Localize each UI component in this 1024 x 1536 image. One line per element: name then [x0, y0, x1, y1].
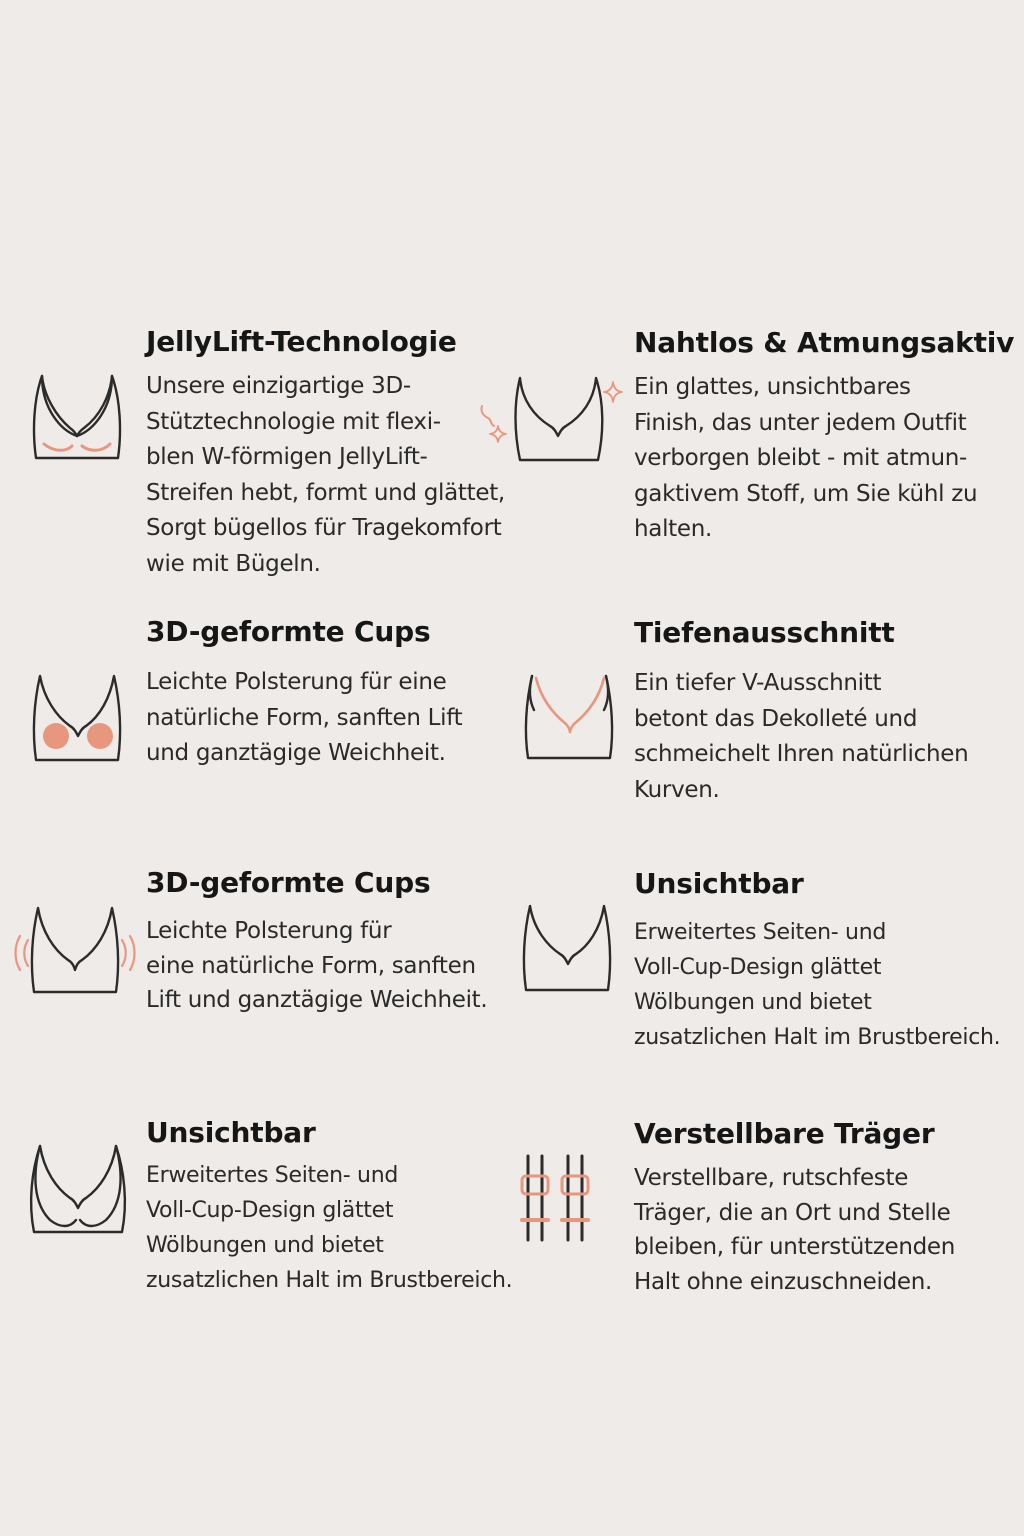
- feature-unsichtbar-2: [146, 1116, 526, 1298]
- feature-description: Erweitertes Seiten- und Voll-Cup-Design glättet Wölbungen und bietet zusatzlichen Halt im Brustbereich.: [146, 1163, 513, 1293]
- feature-description: Verstellbare, rutschfeste Träger, die an Ort und Stelle bleiben, für unterstützenden Halt ohne einzuschneiden.: [634, 1165, 956, 1295]
- feature-title: Unsichtbar: [146, 1116, 316, 1149]
- bra-sparkle-icon: [512, 370, 632, 470]
- bra-vneck-icon: [522, 672, 618, 766]
- feature-cups-1: [146, 615, 546, 772]
- feature-cups-2: [146, 866, 526, 1018]
- feature-title: 3D-geformte Cups: [146, 615, 431, 648]
- feature-title: JellyLift-Technologie: [146, 325, 457, 358]
- feature-traeger: [634, 1117, 1019, 1299]
- bra-outline-icon: [520, 902, 616, 996]
- feature-tiefenausschnitt: [634, 616, 1019, 808]
- feature-description: Ein tiefer V-Ausschnitt betont das Dekolleté und schmeichelt Ihren natürlichen Kurven.: [634, 670, 969, 803]
- strap-adjuster-icon: [518, 1154, 598, 1244]
- feature-description: Ein glattes, unsichtbares Finish, das unter jedem Outfit verborgen bleibt - mit atmun- gaktivem Stoff, um Sie kühl zu halten.: [634, 374, 978, 542]
- feature-description: Leichte Polsterung für eine natürliche Form, sanften Lift und ganztägige Weichheit.: [146, 918, 488, 1013]
- feature-title: Nahtlos & Atmungsaktiv: [634, 326, 1015, 359]
- feature-nahtlos: [634, 326, 1019, 548]
- bra-fullcup-icon: [26, 1142, 130, 1238]
- feature-title: Unsichtbar: [634, 867, 804, 900]
- sparkle-icon: [478, 404, 508, 448]
- feature-description: Unsere einzigartige 3D- Stütztechnologie mit flexi- blen W-förmigen JellyLift- Streifen hebt, formt und glättet, Sorgt bügellos für Tragekomfort wie mit Bügeln.: [146, 373, 505, 577]
- feature-unsichtbar-1: [634, 867, 1019, 1055]
- feature-jellylift: [146, 325, 566, 582]
- feature-description: Leichte Polsterung für eine natürliche Form, sanften Lift und ganztägige Weichheit.: [146, 669, 463, 766]
- feature-description: Erweitertes Seiten- und Voll-Cup-Design glättet Wölbungen und bietet zusatzlichen Halt im Brustbereich.: [634, 920, 1001, 1050]
- feature-title: Verstellbare Träger: [634, 1117, 935, 1150]
- feature-title: 3D-geformte Cups: [146, 866, 431, 899]
- bra-soft-icon: [8, 904, 142, 998]
- feature-title: Tiefenausschnitt: [634, 616, 895, 649]
- bra-padding-icon: [30, 672, 126, 766]
- bra-lift-icon: [28, 368, 128, 468]
